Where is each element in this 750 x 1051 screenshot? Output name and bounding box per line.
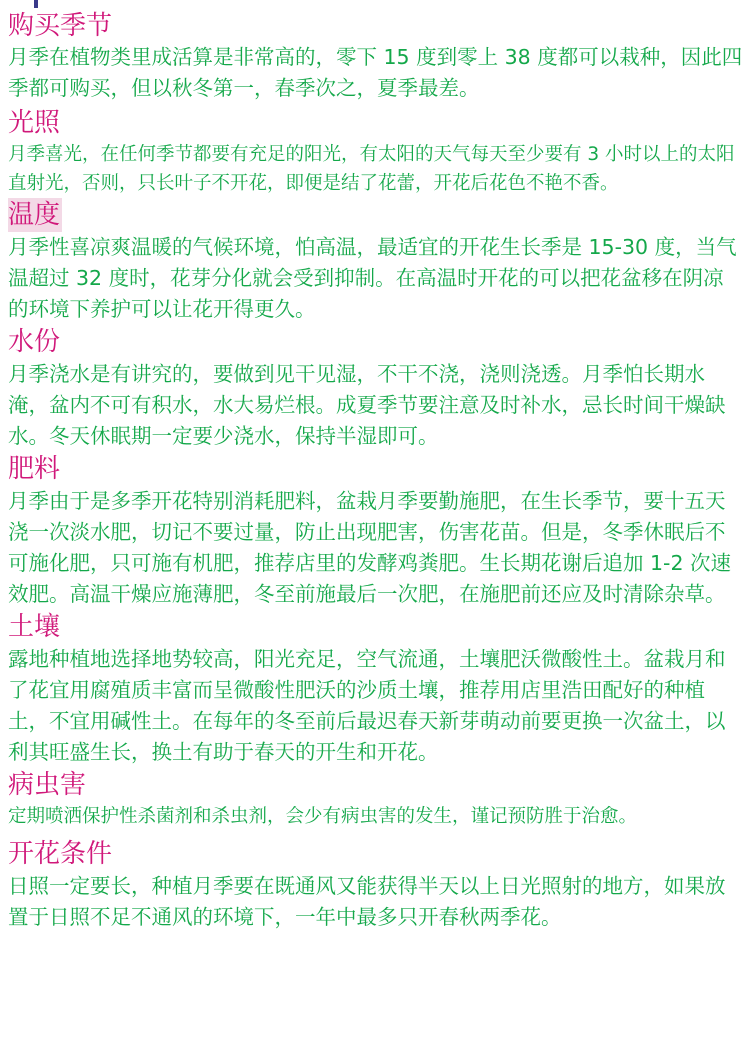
heading-temperature: 温度	[8, 200, 61, 230]
body-pests: 定期喷洒保护性杀菌剂和杀虫剂，会少有病虫害的发生，谨记预防胜于治愈。	[8, 806, 638, 827]
section-pests	[8, 768, 744, 831]
section-water	[8, 325, 744, 452]
section-fertilizer	[8, 452, 744, 610]
top-edge-mark	[34, 0, 38, 8]
heading-fertilizer: 肥料	[8, 454, 61, 484]
rose-care-guide	[8, 10, 744, 933]
section-flowering-conditions	[8, 837, 744, 933]
body-flowering-conditions: 日照一定要长，种植月季要在既通风又能获得半天以上日光照射的地方，如果放置于日照不足不通风的环境下，一年中最多只开春秋两季花。	[8, 874, 726, 929]
body-soil: 露地种植地选择地势较高，阳光充足，空气流通，土壤肥沃微酸性土。盆栽月和了花宜用腐殖质丰富而呈微酸性肥沃的沙质土壤，推荐用店里浩田配好的种植土，不宜用碱性土。在每年的冬至前后最迟春天新芽萌动前要更换一次盆土，以利其旺盛生长，换土有助于春天的开生和开花。	[8, 647, 726, 764]
heading-light: 光照	[8, 108, 61, 138]
body-light: 月季喜光，在任何季节都要有充足的阳光，有太阳的天气每天至少要有 3 小时以上的太阳直射光，否则，只长叶子不开花，即便是结了花蕾，开花后花色不艳不香。	[8, 144, 735, 194]
heading-water: 水份	[8, 327, 61, 357]
section-light	[8, 106, 744, 198]
heading-buying-season: 购买季节	[8, 11, 113, 41]
section-soil	[8, 610, 744, 768]
heading-flowering-conditions: 开花条件	[8, 839, 113, 869]
heading-pests: 病虫害	[8, 770, 87, 800]
heading-soil: 土壤	[8, 612, 61, 642]
section-buying-season	[8, 10, 744, 104]
body-temperature: 月季性喜凉爽温暖的气候环境，怕高温，最适宜的开花生长季是 15-30 度，当气温超过 32 度时，花芽分化就会受到抑制。在高温时开花的可以把花盆移在阴凉的环境下养护可以让花开得更久。	[8, 235, 737, 321]
body-buying-season: 月季在植物类里成活算是非常高的，零下 15 度到零上 38 度都可以栽种，因此四季都可购买，但以秋冬第一，春季次之，夏季最差。	[8, 45, 743, 100]
body-water: 月季浇水是有讲究的，要做到见干见湿，不干不浇，浇则浇透。月季怕长期水淹，盆内不可有积水，水大易烂根。成夏季节要注意及时补水，忌长时间干燥缺水。冬天休眠期一定要少浇水，保持半湿即可。	[8, 362, 726, 448]
section-temperature	[8, 198, 744, 325]
body-fertilizer: 月季由于是多季开花特别消耗肥料，盆栽月季要勤施肥，在生长季节，要十五天浇一次淡水肥，切记不要过量，防止出现肥害，伤害花苗。但是，冬季休眠后不可施化肥，只可施有机肥，推荐店里的发酵鸡粪肥。生长期花谢后追加 1-2 次速效肥。高温干燥应施薄肥，冬至前施最后一次肥，在施肥前还应及时清除杂草。	[8, 489, 732, 606]
